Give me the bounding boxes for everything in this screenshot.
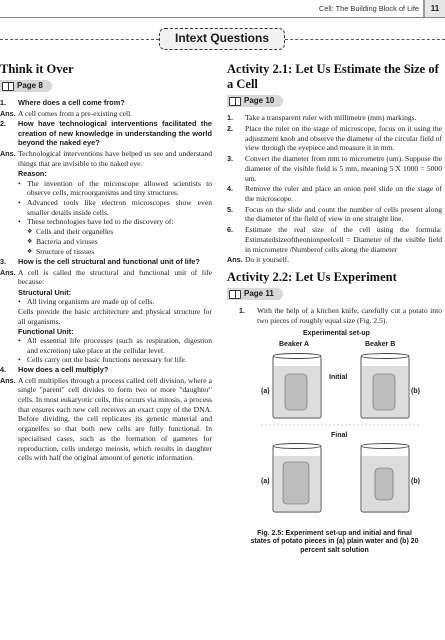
- page-reference-tag: [227, 95, 283, 107]
- running-header: [0, 0, 445, 20]
- label-a-initial: (a): [261, 387, 270, 395]
- page-reference-label: Page 8: [17, 81, 43, 90]
- activity-answer: Ans. Do it yourself.: [227, 255, 290, 265]
- answer-4: Ans. A cell multiplies through a process called cell division, where a single "parent" cell divides to form two or more "daughter" cells. In most eukaryotic cells, this occurs via mitosis, a process that ensures each new cell receives an exact copy of the DNA. Before dividing, the cell replicates its genetic material and organelles so that both new cells are fully functional. In specialised cases, such as the formation of gametes for reproduction, cells undergo meiosis, which results in daughter cells with half the original amount of genetic information.: [0, 375, 212, 463]
- activity-steps: [227, 113, 442, 265]
- beaker-b-label: Beaker B: [365, 340, 396, 348]
- question-1: 1. Where does a cell come from?: [0, 98, 125, 108]
- bullet-item: • These technologies have led to the discovery of:: [18, 217, 174, 227]
- page-number: 11: [423, 0, 445, 17]
- figure-caption: Fig. 2.5: Experiment set-up and initial and final states of potato pieces in (a) plain water and (b) 20 percent salt solution: [250, 529, 419, 555]
- question-4: 4. How does a cell multiply?: [0, 365, 109, 375]
- potato-piece-b-initial: [373, 374, 395, 410]
- sub-bullet-item: ❖ Bacteria and viruses: [27, 237, 98, 247]
- activity-heading-2-1: Activity 2.1: Let Us Estimate the Size of a Cell: [227, 62, 439, 91]
- page-reference-label: Page 11: [244, 289, 274, 299]
- header-rule: [0, 17, 445, 18]
- answer-1: Ans. A cell comes from a pre-existing cell.: [0, 108, 133, 118]
- functional-unit-label: Functional Unit:: [18, 326, 74, 336]
- step-item: 2. Place the ruler on the stage of microscope, focus on it using the adjustment knob and observe the diameter of the circular field of view through the eyepiece and measure it in mm.: [227, 123, 442, 153]
- book-icon: [2, 82, 14, 91]
- page-reference-tag: [227, 288, 283, 300]
- answer-3: Ans. A cell is called the structural and functional unit of life because:: [0, 267, 212, 287]
- sub-bullet-item: ❖ Cells and their organelles: [27, 227, 114, 237]
- label-b-final: (b): [411, 477, 420, 485]
- paragraph: Cells provide the basic architecture and physical structure for all organisms.: [18, 307, 212, 326]
- section-heading-think-it-over: Think it Over: [0, 62, 74, 76]
- right-column: [227, 62, 442, 556]
- section-banner: Intext Questions: [159, 28, 285, 50]
- book-icon: [229, 290, 241, 299]
- potato-piece-a-final: [283, 462, 309, 504]
- step-item: 1. Take a transparent ruler with millimetre (mm) markings.: [227, 113, 417, 123]
- chapter-title: Cell: The Building Block of Life: [318, 4, 419, 13]
- banner-rule-left: [0, 39, 159, 40]
- step-item: 5. Focus on the slide and count the number of cells present along the diameter of the field of view in one straight line.: [227, 204, 442, 224]
- question-3: 3. How is the cell structural and functional unit of life?: [0, 257, 200, 267]
- banner-rule-right: [285, 39, 445, 40]
- sub-bullet-item: ❖ Structure of tissues: [27, 247, 95, 257]
- label-b-initial: (b): [411, 387, 420, 395]
- figure-title: Experimental set-up: [303, 329, 370, 337]
- answer-2: Ans. Technological interventions have helped us see and understand things that are invisible to the naked eye.: [0, 148, 212, 168]
- initial-label: Initial: [329, 373, 348, 381]
- bullet-item: • Advanced tools like electron microscopes show even smaller details inside cells.: [18, 198, 212, 217]
- question-2: 2. How have technological interventions facilitated the creation of new knowledge in understanding the world beyond the naked eye?: [0, 119, 212, 148]
- step-item: 3. Convert the diameter from mm to micrometre (um). Suppose the diameter of the visible field is 5 mm, meaning 5 X 1000 = 5000 um.: [227, 154, 442, 183]
- bullet-item: • All living organisms are made up of cells.: [18, 297, 155, 307]
- step-item: 6. Estimate the real size of the cell using the formula: Estimatedsizeoftheonionpeelcell = Diameter of the visible field in micrometre /Numberof cells along the diameter: [227, 225, 442, 254]
- reason-label: Reason:: [18, 169, 47, 179]
- bullet-item: • All essential life processes (such as respiration, digestion and excretion) take place at the cellular level.: [18, 335, 212, 355]
- book-icon: [229, 97, 241, 106]
- page-reference-label: Page 10: [244, 96, 275, 105]
- bullet-item: • Cells carry out the basic functions necessary for life.: [18, 355, 187, 365]
- potato-piece-b-final: [375, 468, 393, 500]
- page-reference-tag: [0, 80, 52, 92]
- step-item: 1. With the help of a kitchen knife, carefully cut a potato into two pieces of roughly equal size (Fig. 2.5).: [239, 306, 442, 325]
- beaker-a-label: Beaker A: [279, 340, 310, 348]
- bullet-item: • The invention of the microscope allowed scientists to observe cells, microorganisms and tiny structures.: [18, 178, 212, 198]
- label-a-final: (a): [261, 477, 270, 485]
- step-item: 4. Remove the ruler and place an onion peel slide on the stage of the microscope.: [227, 184, 442, 203]
- beaker-illustration: [261, 330, 421, 526]
- final-label: Final: [331, 431, 348, 439]
- figure-2-5: [261, 330, 421, 526]
- structural-unit-label: Structural Unit:: [18, 288, 72, 298]
- left-column: [0, 62, 212, 464]
- activity-heading-2-2: Activity 2.2: Let Us Experiment: [227, 270, 397, 285]
- potato-piece-a-initial: [285, 374, 307, 410]
